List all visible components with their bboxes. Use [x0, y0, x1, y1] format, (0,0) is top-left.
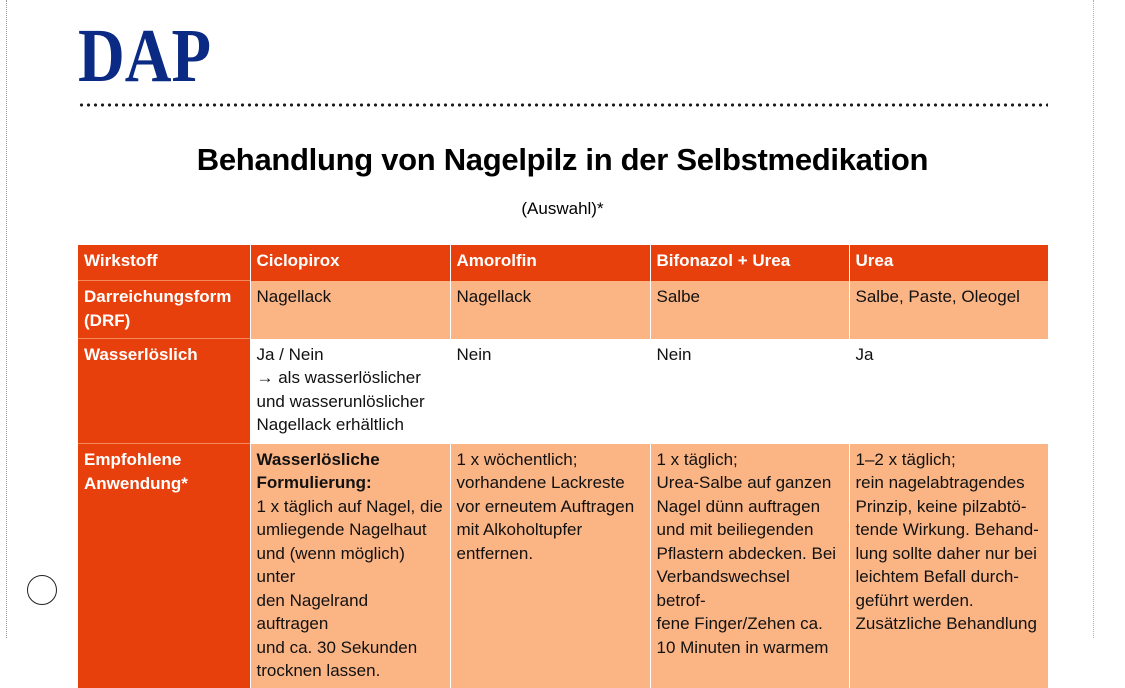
table-cell: Nagellack [250, 281, 450, 339]
page-subtitle: (Auswahl)* [521, 199, 604, 218]
table-cell: Salbe, Paste, Oleogel [849, 281, 1048, 339]
table-row-wasserloeslich [78, 339, 1048, 444]
logo-text: DAP [78, 14, 211, 98]
table-cell: 1 x wöchentlich; vorhandene Lackreste vor erneutem Auftragen mit Alkoholtupfer entfernen. [450, 444, 650, 688]
table-row-anwendung [78, 444, 1048, 688]
table-cell: Wasserlösliche Formulierung: 1 x täglich auf Nagel, die umliegende Nagelhaut und (wenn möglich) unter den Nagelrand auftragen und ca. 30 Sekunden trocknen lassen. [250, 444, 450, 688]
header-bifonazol-urea: Bifonazol + Urea [650, 245, 849, 281]
table-cell: Nein [450, 339, 650, 444]
table-cell: Nagellack [450, 281, 650, 339]
circle-button[interactable] [27, 575, 57, 605]
page-right-edge [1093, 0, 1094, 638]
table-cell: Ja [849, 339, 1048, 444]
row-label: Darreichungsform (DRF) [78, 281, 250, 339]
header-urea: Urea [849, 245, 1048, 281]
table-cell: 1 x täglich; Urea-Salbe auf ganzen Nagel dünn auftragen und mit beiliegenden Pflastern abdecken. Bei Verbandswechsel betrof- fene Finger/Zehen ca. 10 Minuten in warmem [650, 444, 849, 688]
table-cell: Ja / Nein → als wasserlöslicher und wasserunlöslicher Nagellack erhältlich [250, 339, 450, 444]
page-title: Behandlung von Nagelpilz in der Selbstmedikation [196, 142, 929, 177]
page-left-edge [6, 0, 7, 638]
table-row-darreichungsform [78, 281, 1048, 339]
table-cell: 1–2 x täglich; rein nagelabtragendes Prinzip, keine pilzabtö- tende Wirkung. Behand- lung sollte daher nur bei leichtem Befall durch- geführt werden. Zusätzliche Behandlung [849, 444, 1048, 688]
treatment-table [78, 245, 1048, 688]
header-ciclopirox: Ciclopirox [250, 245, 450, 281]
dotted-divider [78, 103, 1048, 107]
table-cell: Salbe [650, 281, 849, 339]
header-wirkstoff: Wirkstoff [78, 245, 250, 281]
header-amorolfin: Amorolfin [450, 245, 650, 281]
table-header-row [78, 245, 1048, 281]
dap-logo [78, 14, 213, 98]
table-cell: Nein [650, 339, 849, 444]
row-label: Empfohlene Anwendung* [78, 444, 250, 688]
row-label: Wasserlöslich [78, 339, 250, 444]
